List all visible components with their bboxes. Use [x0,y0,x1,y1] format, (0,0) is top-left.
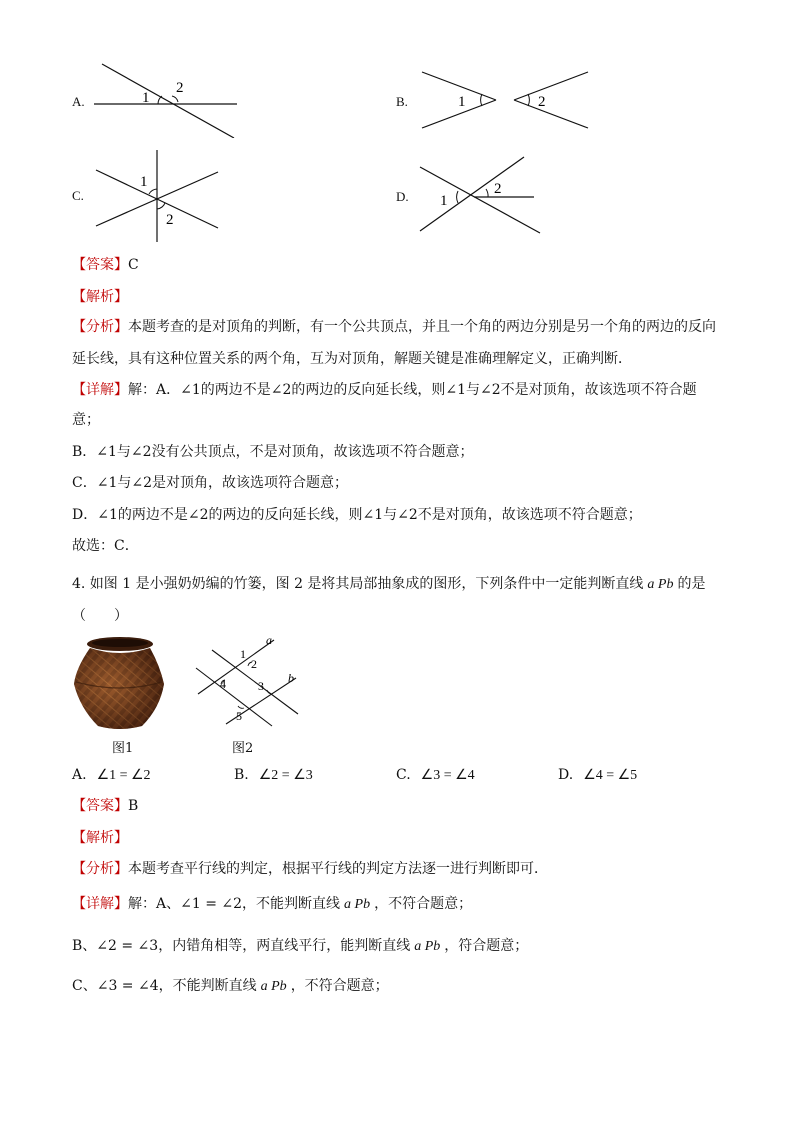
q4-xiangjie-a [72,894,472,915]
option-a-label-1: 1 [142,90,150,106]
option-c-label-1: 1 [140,174,148,190]
option-d-label-2: 2 [494,181,502,197]
q3-answer-tag: 【答案】 [72,257,128,273]
q4-jiexi [72,828,128,848]
q3-xiangjie-line1: 解：A．∠1的两边不是∠2的两边的反向延长线，则∠1与∠2不是对顶角，故该选项不符合题 [128,382,697,398]
q3-xiangjie-line3: B．∠1与∠2没有公共顶点，不是对顶角，故该选项不符合题意； [72,444,474,460]
q4-option-a-letter: A. [72,767,87,783]
q3-fenxi-line2: 延长线，具有这种位置关系的两个角，互为对顶角，解题关键是准确理解定义，正确判断． [72,351,632,367]
fig2-label-1: 1 [240,647,246,661]
q3-xiangjie-tag: 【详解】 [72,382,128,398]
q4-xiangjie-tag: 【详解】 [72,896,128,912]
q3-fenxi-tag: 【分析】 [72,319,128,335]
fig2-label-2: 2 [251,657,257,671]
q4-option-a-expr: ∠1 = ∠2 [96,768,151,783]
option-a-letter: A. [72,94,85,109]
option-c-letter: C. [72,188,84,203]
option-b-label-1: 1 [458,94,466,110]
fig2-label-a: a [266,633,272,647]
fig2-label-4: 4 [220,677,226,691]
option-b [396,62,596,142]
q4-xiangjie-a-post: ，不符合题意； [374,896,473,912]
q4-option-c [396,765,475,786]
fig1-caption: 图1 [112,741,134,756]
q3-answer-value: C [128,257,139,273]
q4-fenxi-tag: 【分析】 [72,861,128,877]
q4-answer [72,796,138,816]
fig2-diagram [188,632,303,732]
q3-jiexi [72,287,128,307]
option-a-label-2: 2 [176,80,184,96]
q4-answer-value: B [128,798,139,814]
q3-xiangjie-line4: C．∠1与∠2是对顶角，故该选项符合题意； [72,475,348,491]
fig2-caption: 图2 [232,741,254,756]
q3-xiangjie-line6: 故选：C． [72,538,139,554]
fig2-label-b: b [288,671,294,685]
q4-xiangjie-b-math: a Pb [414,939,441,954]
q4-stem-post: 的是 [677,576,706,592]
option-b-letter: B. [396,94,408,109]
q4-xiangjie-b [72,936,528,957]
q4-xiangjie-a-pre: 解：A、∠1 = ∠2，不能判断直线 [128,896,341,912]
option-c-label-2: 2 [166,212,174,228]
option-c [72,150,252,245]
option-d-label-1: 1 [440,193,448,209]
option-d-figure [416,155,596,235]
option-d [396,155,596,235]
q4-option-c-expr: ∠3 = ∠4 [420,768,475,783]
q4-jiexi-tag: 【解析】 [72,830,128,846]
q4-option-d-expr: ∠4 = ∠5 [583,768,638,783]
q4-option-d [558,765,637,786]
option-a-figure [92,58,252,138]
q4-xiangjie-b-pre: B、∠2 = ∠3，内错角相等，两直线平行，能判断直线 [72,938,411,954]
option-b-figure [414,62,594,137]
q4-xiangjie-c-pre: C、∠3 = ∠4，不能判断直线 [72,978,257,994]
q4-answer-tag: 【答案】 [72,798,128,814]
q4-option-d-letter: D. [558,767,574,783]
q4-stem-math: a Pb [647,577,674,592]
q4-option-c-letter: C. [396,767,411,783]
option-c-figure [94,150,224,245]
q4-option-b-expr: ∠2 = ∠3 [258,768,313,783]
fig2-label-5: 5 [236,709,242,723]
q4-stem-text: 4. 如图 1 是小强奶奶编的竹篓，图 2 是将其局部抽象成的图形，下列条件中一定能判断直线 [72,576,644,592]
q4-xiangjie-c-post: ，不符合题意； [290,978,389,994]
q4-xiangjie-c-math: a Pb [260,979,287,994]
q4-fenxi-line1: 本题考查平行线的判定，根据平行线的判定方法逐一进行判断即可． [128,861,548,877]
q3-answer [72,255,139,275]
q3-fenxi-line1: 本题考查的是对顶角的判断，有一个公共顶点，并且一个角的两边分别是另一个角的两边的反向 [128,319,716,335]
option-d-letter: D. [396,189,409,204]
q4-option-b-letter: B. [234,767,249,783]
q3-xiangjie-line5: D．∠1的两边不是∠2的两边的反向延长线，则∠1与∠2不是对顶角，故该选项不符合题意； [72,507,642,523]
q4-stem-blank: （ ） [72,608,128,624]
q4-option-b [234,765,313,786]
q4-stem [72,574,705,595]
option-b-label-2: 2 [538,94,546,110]
q3-jiexi-tag: 【解析】 [72,289,128,305]
q4-xiangjie-c [72,976,389,997]
q3-xiangjie [72,380,697,400]
option-a [72,58,252,138]
q3-fenxi [72,317,716,337]
q4-xiangjie-b-post: ，符合题意； [444,938,529,954]
basket-image [72,632,164,732]
q4-xiangjie-a-math: a Pb [344,897,371,912]
q3-xiangjie-line2: 意； [72,412,100,428]
fig2-label-3: 3 [258,679,264,693]
q4-option-a [72,765,151,786]
q4-fenxi [72,859,548,879]
